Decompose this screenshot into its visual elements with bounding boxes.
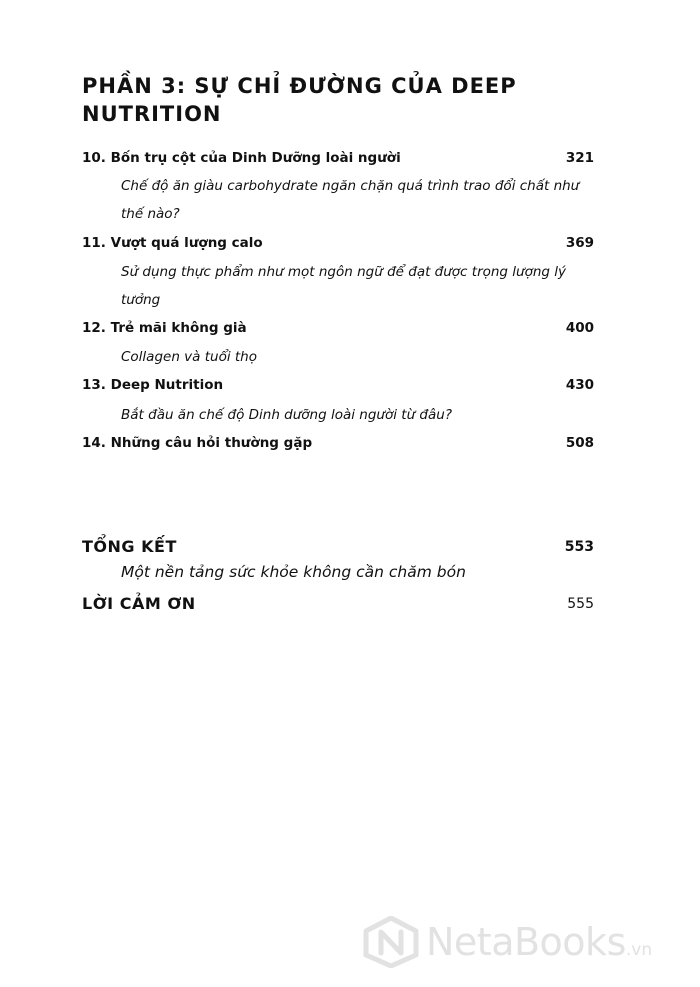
section-title: LỜI CẢM ƠN <box>82 594 196 613</box>
section-page-number: 553 <box>564 539 594 555</box>
chapter-subtitle: Bắt đầu ăn chế độ Dinh dưỡng loài người từ đâu? <box>121 407 452 423</box>
chapter-title: 10. Bốn trụ cột của Dinh Dưỡng loài người <box>82 150 401 166</box>
chapter-page-number: 321 <box>565 150 594 166</box>
chapter-page-number: 430 <box>565 377 594 393</box>
watermark-text: NetaBooks.vn <box>426 920 653 964</box>
chapter-subtitle: Collagen và tuổi thọ <box>121 349 257 365</box>
section-title: TỔNG KẾT <box>82 537 177 556</box>
chapter-title: 14. Những câu hỏi thường gặp <box>82 435 313 451</box>
netabooks-watermark <box>362 912 692 972</box>
section-subtitle: Một nền tảng sức khỏe không cần chăm bón <box>121 563 466 581</box>
chapter-page-number: 369 <box>565 235 594 251</box>
section-page-number: 555 <box>567 596 594 612</box>
chapter-title: 13. Deep Nutrition <box>82 377 224 393</box>
chapter-page-number: 400 <box>565 320 594 336</box>
netabooks-logo-icon <box>362 916 420 968</box>
chapter-subtitle: Chế độ ăn giàu carbohydrate ngăn chặn quá trình trao đổi chất như thế nào? <box>121 178 580 222</box>
chapter-subtitle: Sử dụng thực phẩm như mọt ngôn ngữ để đạt được trọng lượng lý tưởng <box>121 264 567 308</box>
chapter-title: 11. Vượt quá lượng calo <box>82 235 263 251</box>
chapter-title: 12. Trẻ mãi không già <box>82 320 247 336</box>
watermark-suffix: .vn <box>625 940 653 960</box>
chapter-page-number: 508 <box>565 435 594 451</box>
part-title: PHẦN 3: SỰ CHỈ ĐƯỜNG CỦA DEEP NUTRITION <box>82 74 517 126</box>
